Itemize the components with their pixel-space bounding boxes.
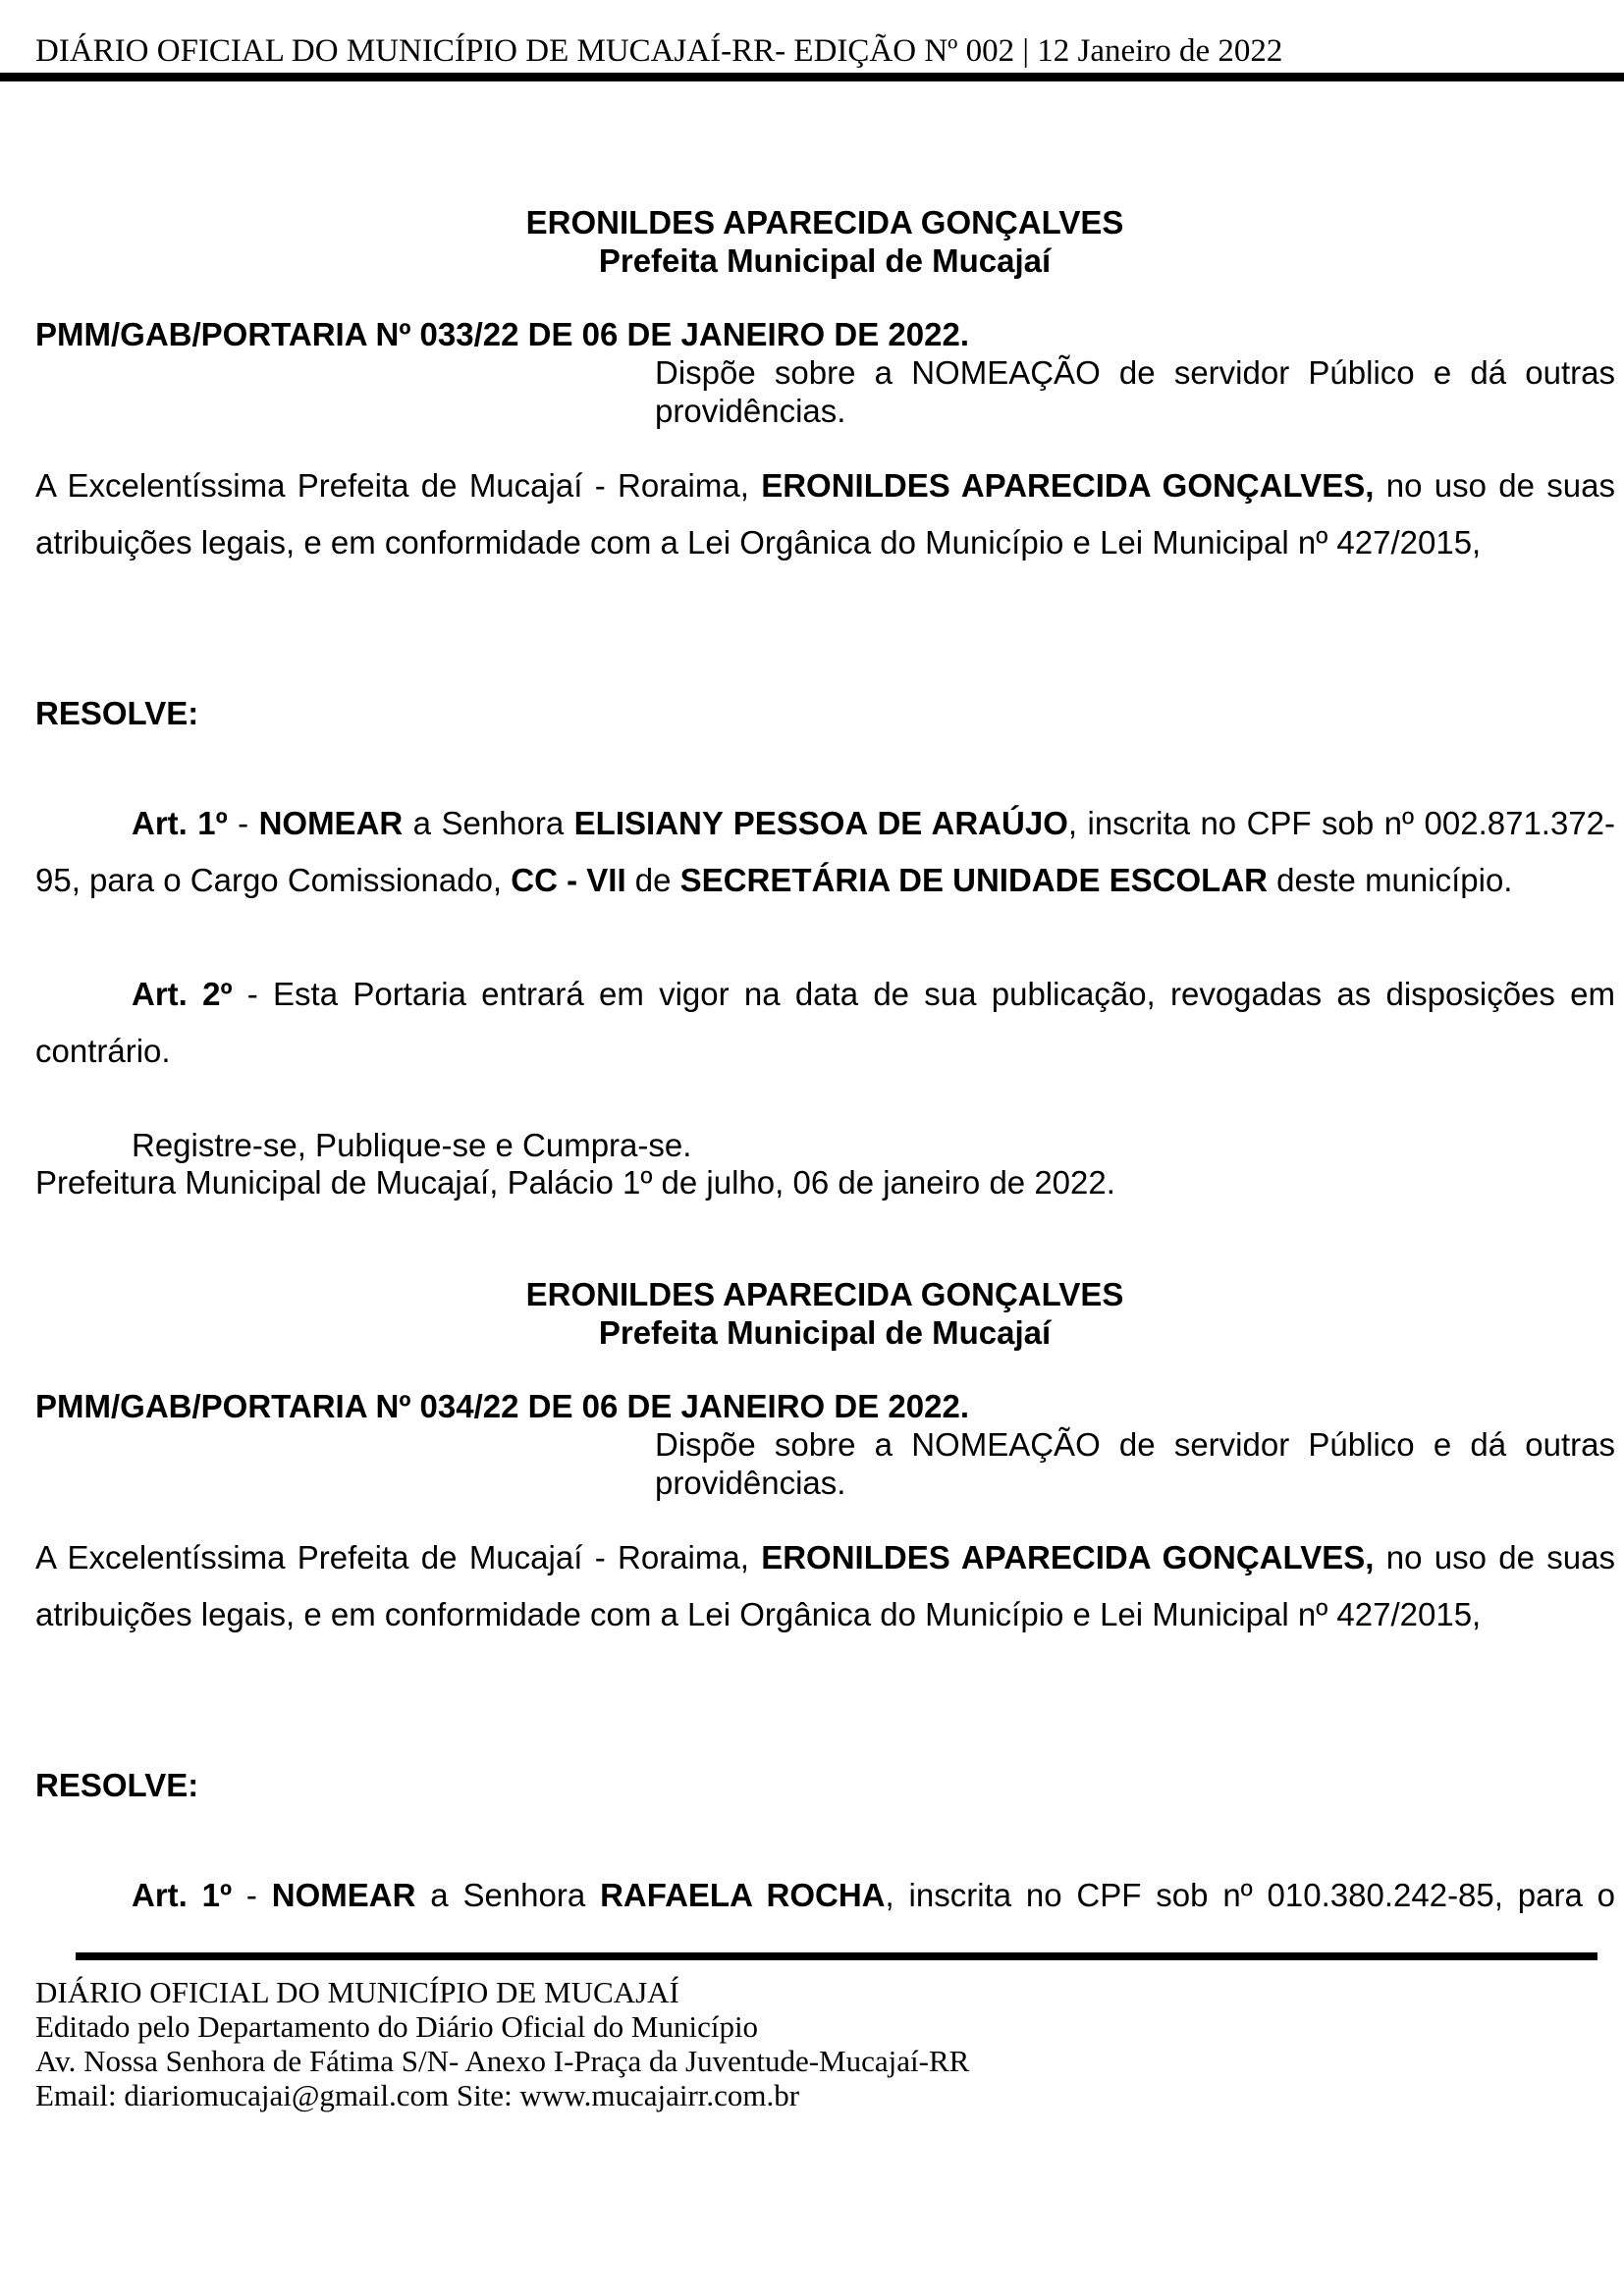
ementa-line: providências. [655,393,846,429]
footer-divider [76,1952,1597,1960]
signature-block [0,1275,1624,1352]
closing-formula: Registre-se, Publique-se e Cumpra-se. [132,1127,692,1163]
footer-line: DIÁRIO OFICIAL DO MUNICÍPIO DE MUCAJAÍ [35,1975,679,2009]
portaria-title: PMM/GAB/PORTARIA Nº 033/22 DE 06 DE JANEIRO DE 2022. [35,316,969,352]
signature-name: ERONILDES APARECIDA GONÇALVES [525,1276,1124,1312]
resolve-heading: RESOLVE: [35,695,199,731]
ementa-line: Dispõe sobre a NOMEAÇÃO de servidor Público e dá outras [655,354,1615,391]
signature-block [0,203,1624,280]
footer-line: Av. Nossa Senhora de Fátima S/N- Anexo I-Praça da Juventude-Mucajaí-RR [35,2044,970,2078]
footer-line: Editado pelo Departamento do Diário Oficial do Município [35,2009,759,2044]
signature-name: ERONILDES APARECIDA GONÇALVES [525,204,1124,240]
preamble: A Excelentíssima Prefeita de Mucajaí - Roraima, ERONILDES APARECIDA GONÇALVES, no uso de suas atribuições legais, e em conformidade com a Lei Orgânica do Município e Lei Municipal nº 427/2015, [35,1539,1615,1632]
footer-contact: Email: diariomucajai@gmail.com Site: www.mucajairr.com.br [35,2078,800,2112]
signature-role: Prefeita Municipal de Mucajaí [598,1314,1052,1351]
mayor-name: ERONILDES APARECIDA GONÇALVES, [761,1539,1375,1575]
place-date: Prefeitura Municipal de Mucajaí, Palácio 1º de julho, 06 de janeiro de 2022. [35,1164,1115,1201]
appointee-name: RAFAELA ROCHA [600,1877,886,1913]
ementa-line: providências. [655,1465,846,1501]
mayor-name: ERONILDES APARECIDA GONÇALVES, [761,467,1375,504]
resolve-heading: RESOLVE: [35,1767,199,1803]
article-1: Art. 1º - NOMEAR a Senhora RAFAELA ROCHA, inscrita no CPF sob nº 010.380.242-85, para o [132,1877,1616,1913]
article-1: Art. 1º - NOMEAR a Senhora ELISIANY PESSOA DE ARAÚJO, inscrita no CPF sob nº 002.871.372- 95, para o Cargo Comissionado, CC - VII de SECRETÁRIA DE UNIDADE ESCOLAR deste município. [35,805,1616,898]
appointee-name: ELISIANY PESSOA DE ARAÚJO [573,805,1068,841]
preamble: A Excelentíssima Prefeita de Mucajaí - Roraima, ERONILDES APARECIDA GONÇALVES, no uso de suas atribuições legais, e em conformidade com a Lei Orgânica do Município e Lei Municipal nº 427/2015, [35,467,1615,561]
article-2: Art. 2º - Esta Portaria entrará em vigor na data de sua publicação, revogadas as disposições em contrário. [35,976,1616,1069]
appointee-role: SECRETÁRIA DE UNIDADE ESCOLAR [679,862,1268,898]
ementa [655,353,1615,430]
page-header-title: DIÁRIO OFICIAL DO MUNICÍPIO DE MUCAJAÍ-RR- EDIÇÃO Nº 002 | 12 Janeiro de 2022 [35,33,1283,69]
signature-role: Prefeita Municipal de Mucajaí [598,242,1052,279]
header-divider [0,73,1624,81]
ementa [655,1425,1615,1502]
ementa-line: Dispõe sobre a NOMEAÇÃO de servidor Público e dá outras [655,1426,1615,1463]
portaria-title: PMM/GAB/PORTARIA Nº 034/22 DE 06 DE JANEIRO DE 2022. [35,1388,969,1424]
